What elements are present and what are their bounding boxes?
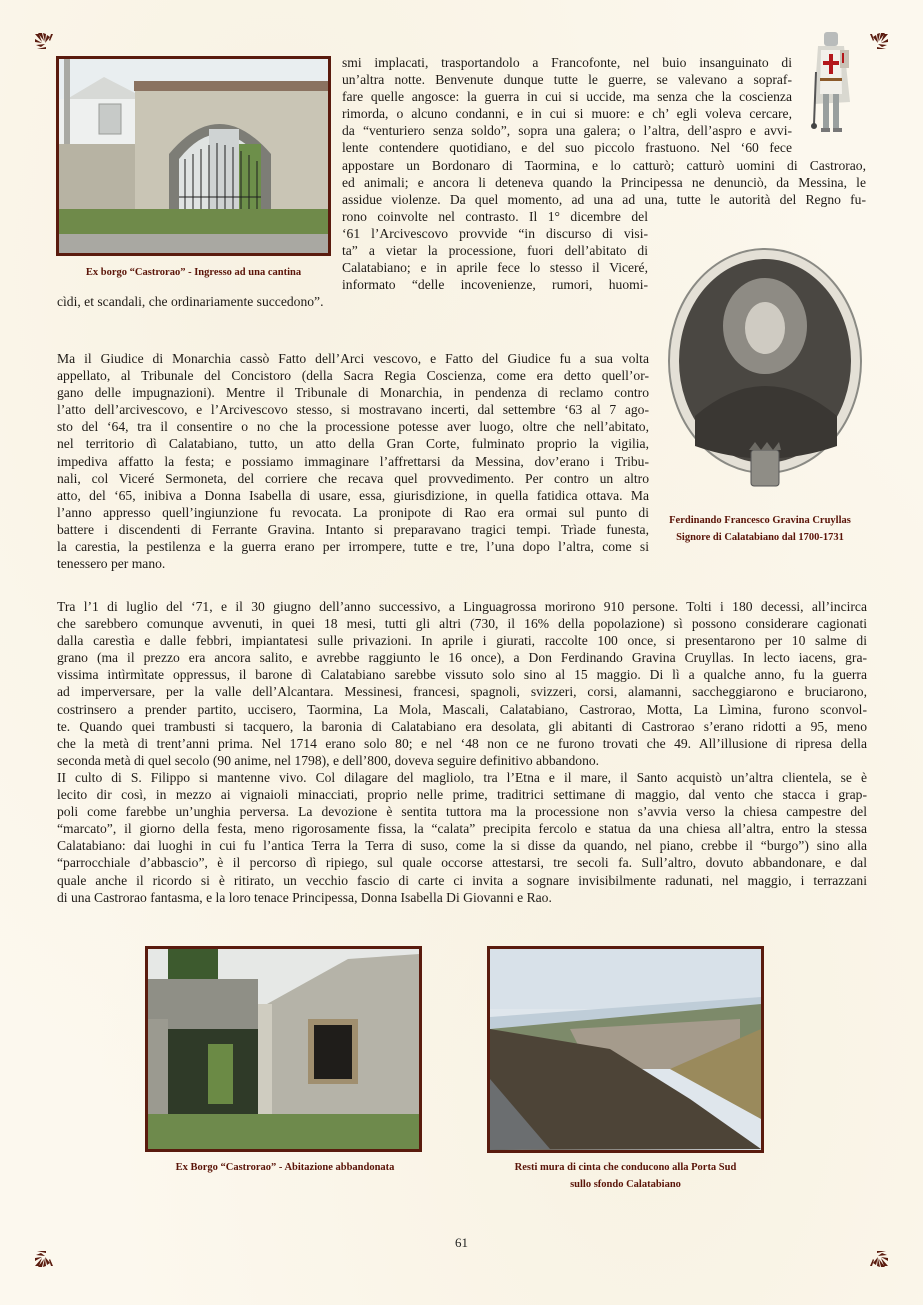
fleuron-icon	[33, 32, 55, 54]
text-line: smi implacati, trasportandolo a Francofonte, nel buio insanguinato di	[342, 55, 792, 70]
paragraph-block-1	[342, 54, 792, 157]
caption-portrait	[640, 512, 880, 546]
text-line: battere i discendenti di Ferrante Gravina. Intanto si preparavano tragici tempi. Trìade funesta,	[57, 521, 649, 537]
text-line: atto, del ‘65, inibiva a Donna Isabella di usare, essa, giurisdizione, in quella fatidica ottava. Ma	[57, 487, 649, 503]
caption-mura	[482, 1159, 769, 1193]
photo-stone-archway	[56, 56, 331, 256]
engraved-oval-portrait	[665, 246, 865, 506]
text-line: appellato, al Tribunale del Concistoro (della Sacra Regia Coscienza, come era detto quell’or-	[57, 368, 649, 384]
text-line: la carestia, la pestilenza e la guerra erano per irrompere, tutte e tre, l’una dopo l’altra, come si	[57, 539, 649, 555]
text-line: da “venturiero senza soldo”, sopra una galera; o l’altra, dell’aspro e avvi-	[342, 123, 792, 139]
caption-text: Ex borgo “Castrorao” - Ingresso ad una cantina	[85, 267, 302, 278]
fleuron-icon	[33, 1246, 55, 1268]
text-line: ‘61 l’Arcivescovo provvide “in discurso di visi-	[342, 225, 648, 241]
text-line: fare quelle angosce: la guerra in cui si uccide, ma senza che la coscienza	[342, 89, 792, 105]
text-line: gano delle impugnazioni). Mentre il Tribunale di Monarchia, in pendenza di reclamo contro	[57, 385, 649, 401]
caption-line: sullo sfondo Calatabiano	[570, 1179, 681, 1190]
text-line: vissima intìrmìtate oppressus, il barone dì Calatabiano sarebbe vissuto solo sino al 15 maggio. Di lì a qualche anno, fu la guerra	[57, 667, 867, 683]
paragraph-block-2	[342, 157, 866, 208]
caption-line: Signore di Calatabiano dal 1700-1731	[676, 532, 844, 543]
text-line: Ma il Giudice di Monarchia cassò Fatto dell’Arci vescovo, e Fatto del Giudice fu a sua volta	[57, 351, 649, 366]
photo-hillside-town-view	[487, 946, 764, 1153]
text-line: l’atto dell’arcivescovo, e l’Arcivescovo stesso, si mostravano incerti, dal settembre ‘63 al 7 ago-	[57, 402, 649, 418]
text-line: sto del ‘64, tra il consentire o no che la processione potesse aver luogo, oltre che nell’abitato,	[57, 419, 649, 435]
caption-line: Resti mura di cinta che conducono alla Porta Sud	[514, 1162, 737, 1173]
text-line: rono coinvolte nel contrasto. Il 1° dicembre del	[342, 208, 648, 224]
text-line: II culto di S. Filippo si mantenne vivo. Col dilagare del magliolo, tra l’Etna e il mare, il Santo acquistò un’altra clientela, se è	[57, 769, 867, 785]
text-line: grano (ma il prezzo era ancora salito, e avrebbe raggiunto le 16 once), a Don Ferdinando Gravina Cruyllas. In lecto iacens, gra-	[57, 650, 867, 666]
text-line: un’altra notte. Benvenute dunque tutte le guerre, se valevano a sopraf-	[342, 72, 792, 88]
text-line: ta” a vietar la processione, fuori dell’abitato di	[342, 243, 648, 259]
text-line: Tra l’1 di luglio del ‘71, e il 30 giugno dell’anno successivo, a Linguagrossa morirono 910 persone. Tolti i 180 decessi, all’incirca	[57, 599, 867, 614]
text-line: che sarebbero comunque avvenuti, in quei 18 mesi, tutti gli altri (730, il 16% della popolazione) sì possono considerare cagionati	[57, 616, 867, 632]
text-line: nali, col Viceré Sermoneta, del corriere che recava quel provvedimento. Per contro un altro	[57, 470, 649, 486]
caption-abitazione	[140, 1159, 430, 1176]
paragraph-block-4	[57, 293, 457, 310]
text-line: cìdi, et scandali, che ordinariamente succedono”.	[57, 294, 324, 310]
fleuron-icon	[868, 1246, 890, 1268]
text-line: “parrocchiale d’abbascio”, è il percorso dì ripiego, sul quale occorse attestarsi, tre secoli fa. Sull’altro, dovuto abbandonare, e dal	[57, 855, 867, 871]
text-line: lecito dir così, in mezzo ai vignaioli minacciati, proprio nelle prime, traditrici settimane di maggio, dal vento che stacca i grap-	[57, 787, 867, 803]
text-line: di una Castrorao fantasma, e la loro tenace Principessa, Donna Isabella Di Giovanni e Rao.	[57, 889, 552, 905]
text-line: Calatabiano: dai luoghi in cui fu l’antica Terra la Terra di suso, come la si disse da quando, nel piano, crebbe il “burgo”) sino alla	[57, 838, 867, 854]
text-line: lente contendere quotidiano, e del suo piccolo frastuono. Nel ‘60 fece	[342, 140, 792, 156]
text-line: dalla carestìa e dalle febbri, impiantatesi sulle privazioni. In aprile i giurati, raccolte 100 once, si presentarono per 10 salme di	[57, 633, 867, 649]
text-line: impediva affatto la festa; e possiamo immaginare l’affrettarsi da Messina, dov’erano i Tribu-	[57, 453, 649, 469]
text-line: appostare un Bordonaro di Taormina, e lo catturò; catturò uomini di Castrorao,	[342, 157, 866, 173]
caption-line: Ferdinando Francesco Gravina Cruyllas	[669, 515, 851, 526]
caption-text: Ex Borgo “Castrorao” - Abitazione abbandonata	[175, 1162, 395, 1173]
page-number: 61	[455, 1235, 468, 1250]
text-line: nel territorio dì Calatabiano, tutto, un atto della Gran Corte, fulminato proprio la vigilia,	[57, 436, 649, 452]
text-line: te. Quando quei trambusti si tacquero, la baronia di Calatabiano era desolata, gli abitanti di Castrorao s’erano ridotti a 95, meno	[57, 718, 867, 734]
paragraph-block-5	[57, 350, 649, 572]
text-line: “marcato”, il giorno della festa, meno rigorosamente fissa, la “calata” precipita fercolo e statua da una chiesa all’altra, entro la stessa	[57, 821, 867, 837]
text-line: quale anche il ricordo si è ritirato, un vecchio fascio di carte ci invita a sognare invisibilmente radunati, nel maggio, i terrazzani	[57, 872, 867, 888]
text-line: ed animali; e ancora li deteneva quando la Principessa ne denunciò, da Messina, le	[342, 174, 866, 190]
text-line: poli come farebbe un’unghia perversa. La devozione è sentita tuttora ma la processione non s’avvia verso la chiesa campestre del	[57, 804, 867, 820]
text-line: costrinsero a prender partito, uccisero, Taormina, La Mola, Mascali, Calatabiano, Castrorao, Motta, La Lìmina, furono sconvol-	[57, 701, 867, 717]
text-line: rimorda, o alcuno condanni, e in cui si muore: e ch’ egli voleva cercare,	[342, 106, 792, 122]
text-line: informato “delle incovenienze, rumori, huomi-	[342, 277, 648, 293]
paragraph-block-3	[342, 208, 648, 293]
text-line: l’anno appresso quell’ingiunzione fu revocata. La pronipote di Rao era ormai sul punto di	[57, 504, 649, 520]
text-line: assidue violenze. Da quel momento, ad una ad una, tutte le autorità del Regno fu-	[342, 191, 866, 207]
caption-cantina	[56, 264, 331, 281]
photo-abandoned-house	[145, 946, 422, 1152]
fleuron-icon	[868, 32, 890, 54]
text-line: Calatabiano; e in aprile fece lo stesso il Viceré,	[342, 260, 648, 276]
text-line: che la metà di trent’anni prima. Nel 1714 erano solo 80; e nel ‘48 non ce ne furono trovati che 49. All’illusione di ripresa della	[57, 735, 867, 751]
text-line: ad imperversare, per la valle dell’Alcantara. Messinesi, francesi, spagnoli, svizzeri, corsi, alamanni, saccheggiarono e bruciarono,	[57, 684, 867, 700]
paragraph-block-6	[57, 598, 867, 906]
text-line: tenessero per mano.	[57, 556, 166, 572]
templar-knight-illustration	[808, 32, 856, 134]
text-line: seconda metà di quel secolo (90 anime, nel 1798), e dell’800, doveva seguire definitivo abbandono.	[57, 752, 600, 768]
